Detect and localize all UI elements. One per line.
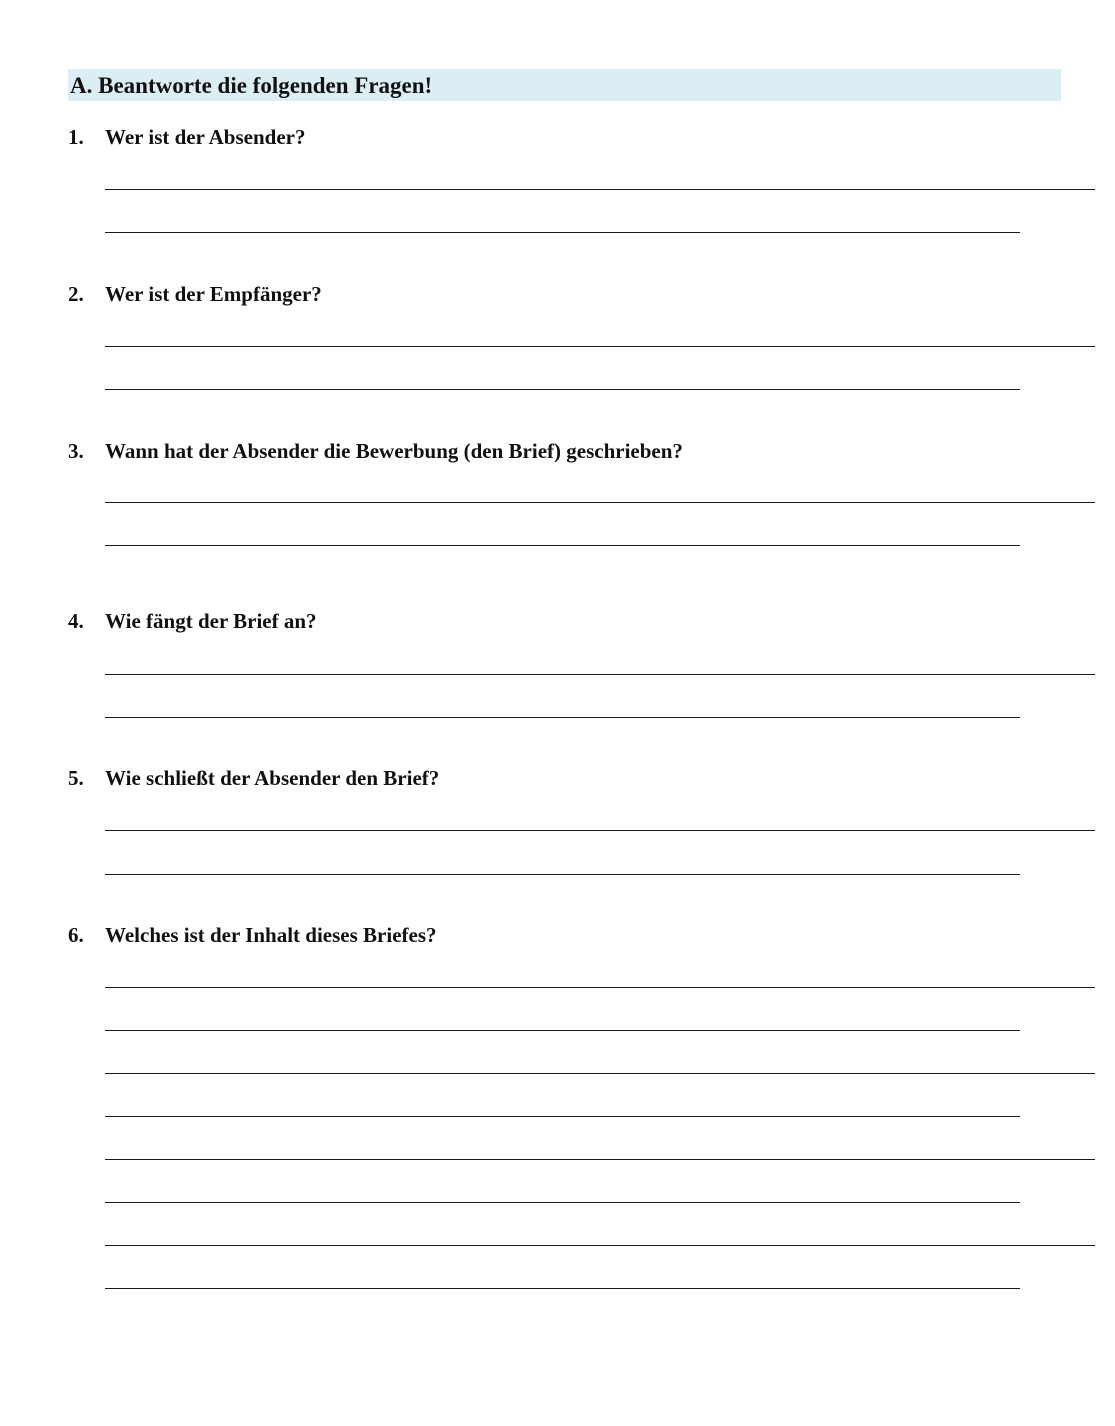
answer-line[interactable]	[105, 1245, 1095, 1246]
question-text: Wer ist der Empfänger?	[105, 282, 322, 306]
question-5	[68, 765, 439, 791]
question-text: Wer ist der Absender?	[105, 125, 306, 149]
answer-line[interactable]	[105, 389, 1020, 390]
answer-line[interactable]	[105, 830, 1095, 831]
answer-line[interactable]	[105, 1073, 1095, 1074]
question-4	[68, 608, 317, 634]
question-text: Wie schließt der Absender den Brief?	[105, 766, 440, 790]
answer-line[interactable]	[105, 502, 1095, 503]
answer-line[interactable]	[105, 874, 1020, 875]
answer-line[interactable]	[105, 717, 1020, 718]
answer-line[interactable]	[105, 674, 1095, 675]
question-2	[68, 281, 322, 307]
answer-line[interactable]	[105, 545, 1020, 546]
question-number: 4.	[68, 609, 84, 633]
answer-line[interactable]	[105, 346, 1095, 347]
question-number: 2.	[68, 282, 84, 306]
question-number: 1.	[68, 125, 84, 149]
question-text: Wie fängt der Brief an?	[105, 609, 317, 633]
answer-line[interactable]	[105, 987, 1095, 988]
answer-line[interactable]	[105, 1159, 1095, 1160]
question-number: 6.	[68, 923, 84, 947]
question-6	[68, 922, 437, 948]
question-number: 5.	[68, 766, 84, 790]
answer-line[interactable]	[105, 189, 1095, 190]
question-1	[68, 124, 305, 150]
answer-line[interactable]	[105, 232, 1020, 233]
answer-line[interactable]	[105, 1202, 1020, 1203]
question-number: 3.	[68, 439, 84, 463]
answer-line[interactable]	[105, 1030, 1020, 1031]
question-text: Wann hat der Absender die Bewerbung (den Brief) geschrieben?	[105, 439, 683, 463]
question-3	[68, 438, 683, 464]
section-heading: A. Beantworte die folgenden Fragen!	[68, 69, 1061, 101]
answer-line[interactable]	[105, 1116, 1020, 1117]
question-text: Welches ist der Inhalt dieses Briefes?	[105, 923, 437, 947]
answer-line[interactable]	[105, 1288, 1020, 1289]
